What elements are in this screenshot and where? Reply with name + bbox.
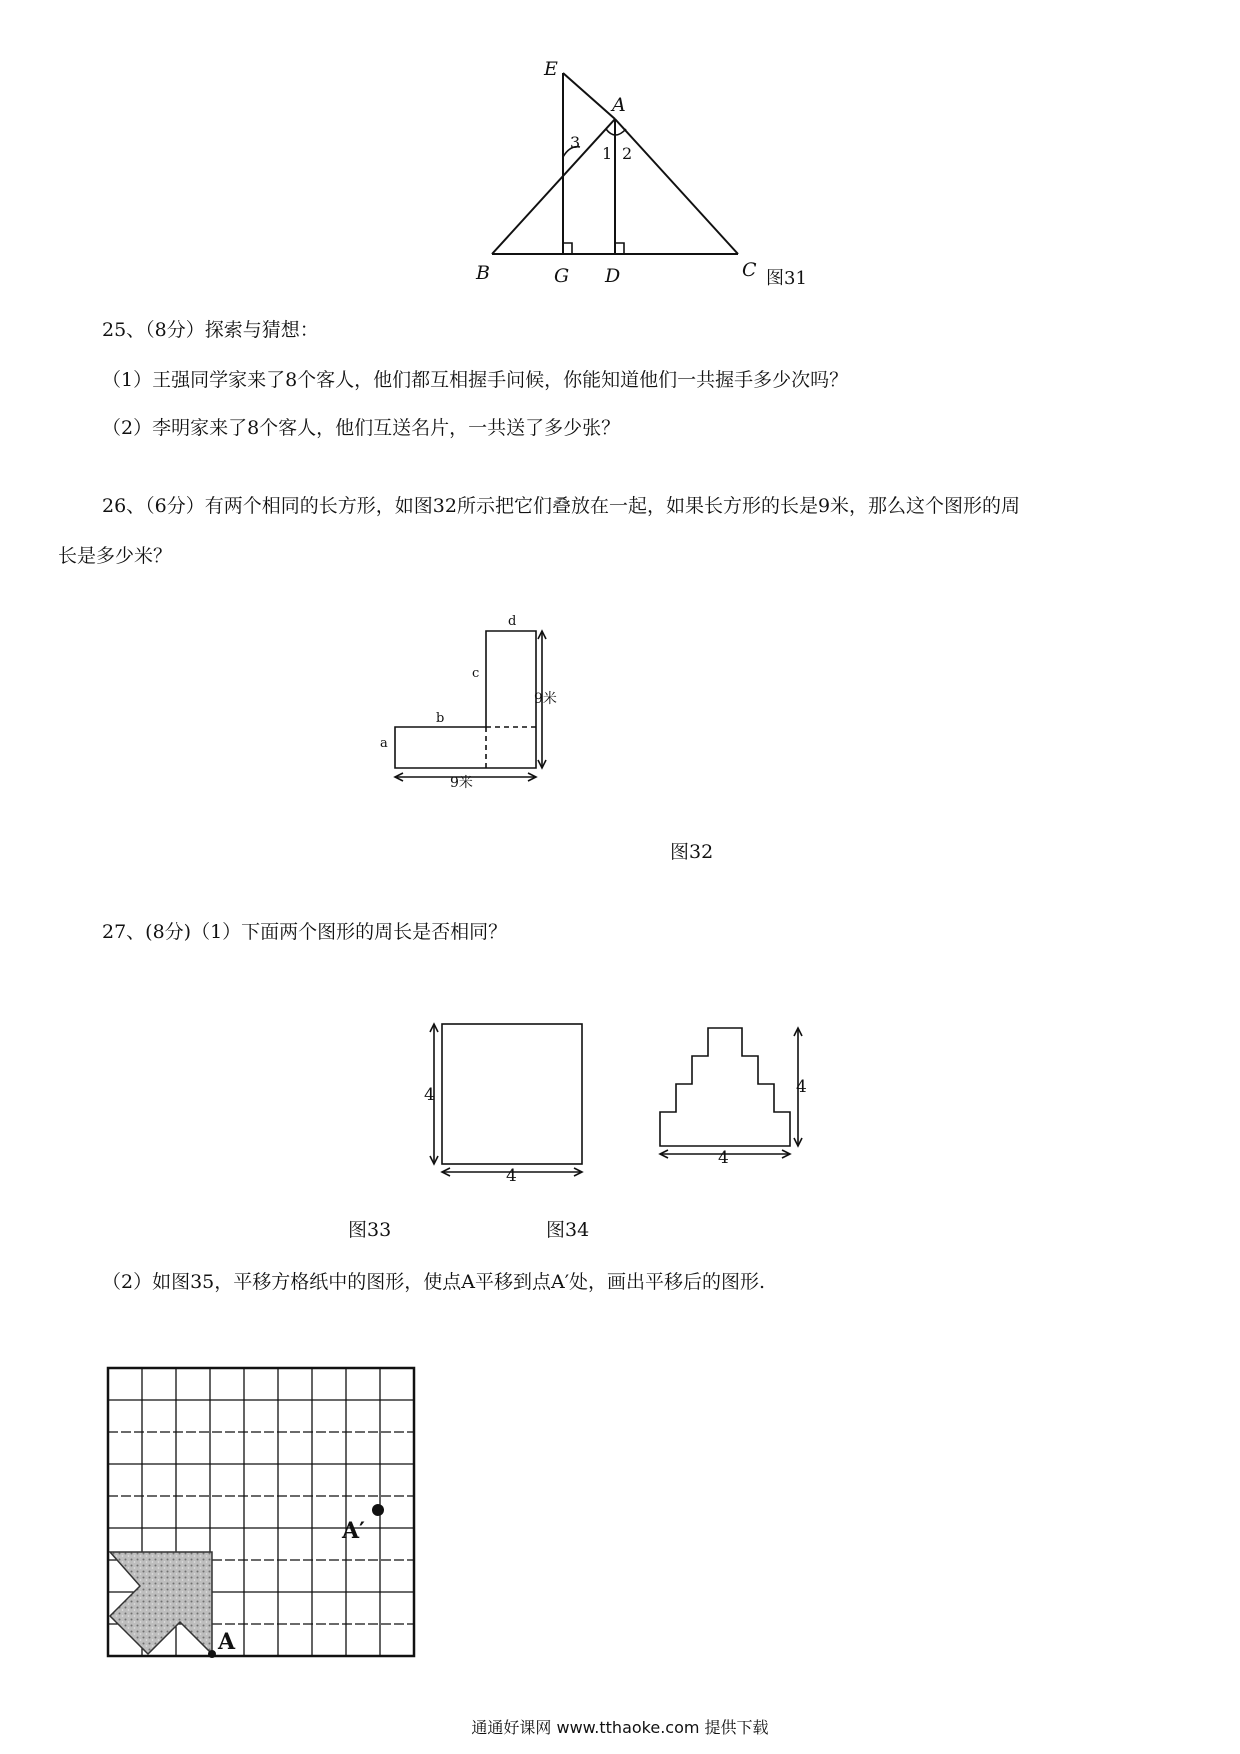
q25-part1: （1）王强同学家来了8个客人，他们都互相握手问候，你能知道他们一共握手多少次吗？ (102, 369, 849, 391)
staircase-shape (660, 1028, 790, 1146)
segment-ea (563, 73, 615, 119)
dim-side: 4 (424, 1085, 435, 1105)
label-d: d (508, 614, 517, 629)
label-b: b (436, 711, 445, 726)
overlap-dashed (486, 727, 536, 768)
angle-label-2: 2 (622, 144, 633, 163)
q26-line1: 26、（6分）有两个相同的长方形，如图32所示把它们叠放在一起，如果长方形的长是9米，那么这个图形的周 (102, 495, 1021, 517)
shaded-figure (110, 1552, 212, 1654)
dim-label-horizontal: 9米 (450, 775, 473, 791)
figure-33 (420, 1010, 590, 1185)
figure-35-grid (100, 1360, 430, 1680)
caption-fig32: 图32 (670, 841, 714, 863)
label-a-prime: A′ (342, 1518, 365, 1544)
q26-line2: 长是多少米？ (58, 545, 173, 567)
figure-31 (470, 55, 830, 295)
figure-32 (370, 605, 570, 805)
q27-part2: （2）如图35，平移方格纸中的图形，使点A平移到点A′处，画出平移后的图形. (102, 1271, 766, 1293)
l-shape-outline (395, 631, 536, 768)
q27-part1: 27、(8分)（1）下面两个图形的周长是否相同？ (102, 921, 508, 943)
caption-fig34: 图34 (546, 1219, 590, 1241)
label-e: E (544, 58, 558, 80)
figure-34 (650, 1000, 850, 1175)
label-d: D (605, 265, 621, 287)
dim-bottom: 4 (506, 1166, 517, 1185)
angle-label-3: 3 (570, 133, 581, 152)
q25-part2: （2）李明家来了8个客人，他们互送名片，一共送了多少张？ (102, 417, 621, 439)
label-c: c (472, 666, 480, 681)
label-b: B (476, 262, 490, 284)
label-a: a (380, 736, 388, 751)
segment-ba (492, 119, 615, 254)
point-a-prime (372, 1504, 384, 1516)
footer: 通通好课网 www.tthaoke.com 提供下载 (471, 1718, 769, 1737)
label-g: G (554, 265, 570, 287)
label-a: A (612, 94, 626, 116)
dim-bottom: 4 (718, 1148, 729, 1168)
label-c: C (742, 259, 757, 281)
dim-label-vertical: 9米 (534, 691, 557, 707)
square (442, 1024, 582, 1164)
dim-side: 4 (796, 1077, 807, 1097)
right-angle-d (615, 243, 624, 254)
angle-label-1: 1 (602, 144, 613, 163)
segment-ac (615, 119, 738, 254)
caption-fig33: 图33 (348, 1219, 392, 1241)
right-angle-g (563, 243, 572, 254)
label-a: A (218, 1629, 236, 1655)
caption-fig31: 图31 (766, 268, 807, 289)
q25-title: 25、（8分）探索与猜想： (102, 319, 319, 341)
point-a (208, 1650, 216, 1658)
